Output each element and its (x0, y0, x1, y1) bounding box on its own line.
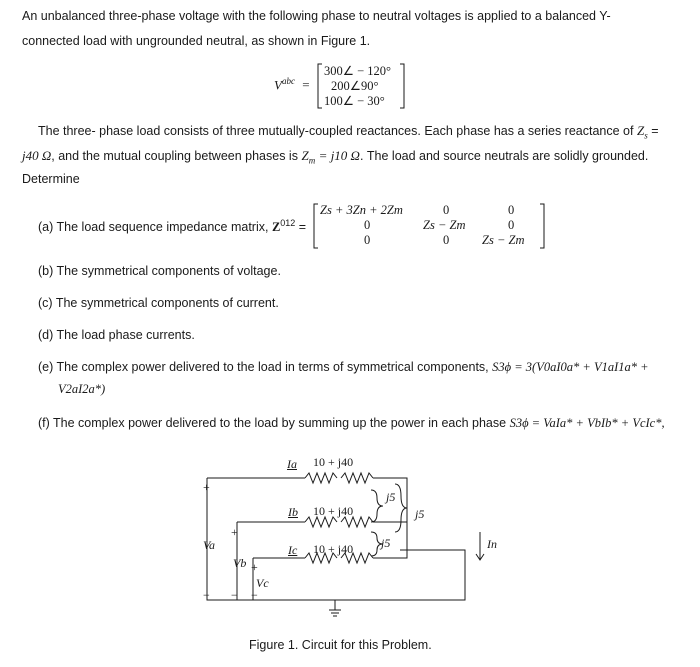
minus-a: − (203, 588, 210, 602)
label-va: Va (203, 538, 215, 552)
intro-line-2: connected load with ungrounded neutral, as shown in Figure 1. (22, 34, 371, 48)
part-a-label: (a) The load sequence impedance matrix, $Z^{012}$ = (38, 218, 307, 235)
ground-symbol (329, 600, 341, 616)
label-vc: Vc (256, 576, 269, 590)
label-m1: j5 (386, 490, 396, 504)
label-m3: j5 (381, 536, 391, 550)
z012-r1c2: 0 (443, 203, 450, 217)
label-zb: 10 + j40 (313, 504, 354, 518)
minus-c: − (251, 588, 258, 602)
part-d: (d) The load phase currents. (38, 328, 195, 342)
intro-line-1: An unbalanced three-phase voltage with the following phase to neutral voltages is applied to a balanced Y- (22, 9, 611, 23)
plus-a: + (203, 480, 210, 494)
inductor-a (341, 473, 373, 483)
figure-caption: Figure 1. Circuit for this Problem. (249, 638, 432, 652)
label-vb: Vb (233, 556, 247, 570)
z012-r2c2: Zs − Zm (423, 218, 466, 232)
z012-r3c3: Zs − Zm (482, 233, 525, 247)
part-f: (f) The complex power delivered to the load by summing up the power in each phase S3ϕ = VaIa* + VbIb* + VcIc*, (38, 416, 665, 430)
plus-c: + (251, 560, 258, 574)
label-zc: 10 + j40 (313, 542, 354, 556)
part-b: (b) The symmetrical components of voltage. (38, 264, 281, 278)
z012-r3c2: 0 (443, 233, 450, 247)
vabc-row-2: 200∠90° (331, 79, 379, 93)
coupling-brace-1 (371, 490, 383, 522)
para2-line-1: The three- phase load consists of three mutually-coupled reactances. Each phase has a series reactance of $Z_s$ = (38, 123, 659, 141)
z012-r1c1: Zs + 3Zn + 2Zm (320, 203, 403, 217)
neutral-return (207, 478, 465, 600)
label-ic: Ic (288, 543, 298, 557)
para2-line-3: Determine (22, 172, 80, 186)
coupling-brace-3 (395, 484, 407, 532)
z012-r1c3: 0 (508, 203, 515, 217)
plus-b: + (231, 525, 238, 539)
label-in: In (487, 537, 497, 551)
part-e-line-1: (e) The complex power delivered to the load in terms of symmetrical components, S3ϕ = 3(V0aI0a* + V1aI1a* + (38, 360, 649, 374)
circuit-diagram (195, 450, 535, 625)
z012-r2c1: 0 (364, 218, 371, 232)
z012-r2c3: 0 (508, 218, 515, 232)
vabc-symbol: $V^{abc}$ = (274, 76, 310, 93)
wire-c-right (373, 550, 407, 558)
resistor-a (305, 473, 337, 483)
label-m2: j5 (415, 507, 425, 521)
label-za: 10 + j40 (313, 455, 354, 469)
part-e-line-2: V2aI2a*) (58, 382, 106, 396)
label-ia: Ia (287, 457, 297, 471)
vabc-row-3: 100∠ − 30° (324, 94, 385, 108)
z012-r3c1: 0 (364, 233, 371, 247)
para2-line-2: j40 Ω, and the mutual coupling between phases is $Z_m = j10$ Ω. The load and source neutrals are solidly grounded. (22, 148, 649, 166)
label-ib: Ib (288, 505, 298, 519)
minus-b: − (231, 588, 238, 602)
part-c: (c) The symmetrical components of current. (38, 296, 279, 310)
vabc-row-1: 300∠ − 120° (324, 64, 392, 78)
